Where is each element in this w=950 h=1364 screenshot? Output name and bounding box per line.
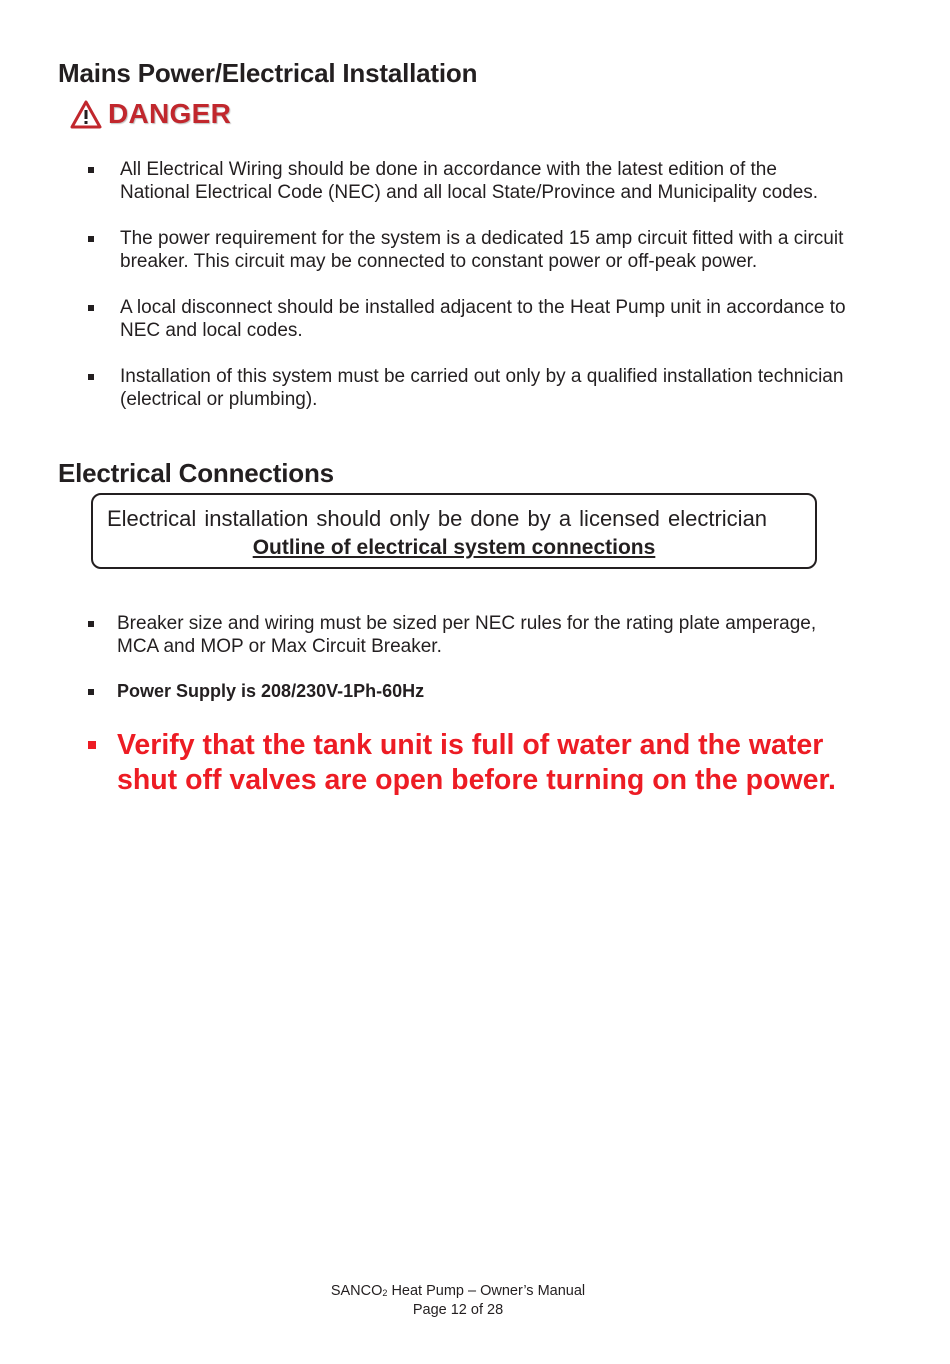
notice-licensed-electrician: Electrical installation should only be done by a licensed electrician [107,506,768,531]
square-bullet-icon [88,741,96,749]
page-number: Page 12 of 28 [412,1302,504,1318]
square-bullet-icon [88,621,94,627]
section-title-mains-power: Mains Power/Electrical Installation [58,58,478,88]
page-footer [0,1283,916,1319]
warning-triangle-icon [70,100,102,129]
water-warning [88,728,868,797]
notice-outline-heading: Outline of electrical system connections [252,536,656,559]
water-warning-text: Verify that the tank unit is full of water and the water shut off valves are open before turning on the power. [117,729,836,796]
square-bullet-icon [88,374,94,380]
square-bullet-icon [88,236,94,242]
list-item: A local disconnect should be installed adjacent to the Heat Pump unit in accordance to NEC and local codes. [88,296,848,342]
footer-title: $SANCO_2$ Heat Pump – Owner’s Manual [330,1283,586,1299]
list-item: Breaker size and wiring must be sized per NEC rules for the rating plate amperage, MCA and MOP or Max Circuit Breaker. [88,612,858,658]
square-bullet-icon [88,305,94,311]
electrical-bullet-list [88,612,858,725]
list-item: Installation of this system must be carried out only by a qualified installation technician (electrical or plumbing). [88,365,848,411]
list-item: All Electrical Wiring should be done in accordance with the latest edition of the National Electrical Code (NEC) and all local State/Province and Municipality codes. [88,158,848,204]
square-bullet-icon [88,689,94,695]
danger-label [70,98,231,130]
danger-text: DANGER [108,98,232,129]
list-item: The power requirement for the system is a dedicated 15 amp circuit fitted with a circuit breaker. This circuit may be connected to constant power or off-peak power. [88,227,848,273]
power-supply-item: Power Supply is 208/230V-1Ph-60Hz [88,680,858,703]
notice-box [91,493,817,569]
section-title-electrical-connections: Electrical Connections [58,458,334,488]
mains-bullet-list [88,158,848,434]
square-bullet-icon [88,167,94,173]
